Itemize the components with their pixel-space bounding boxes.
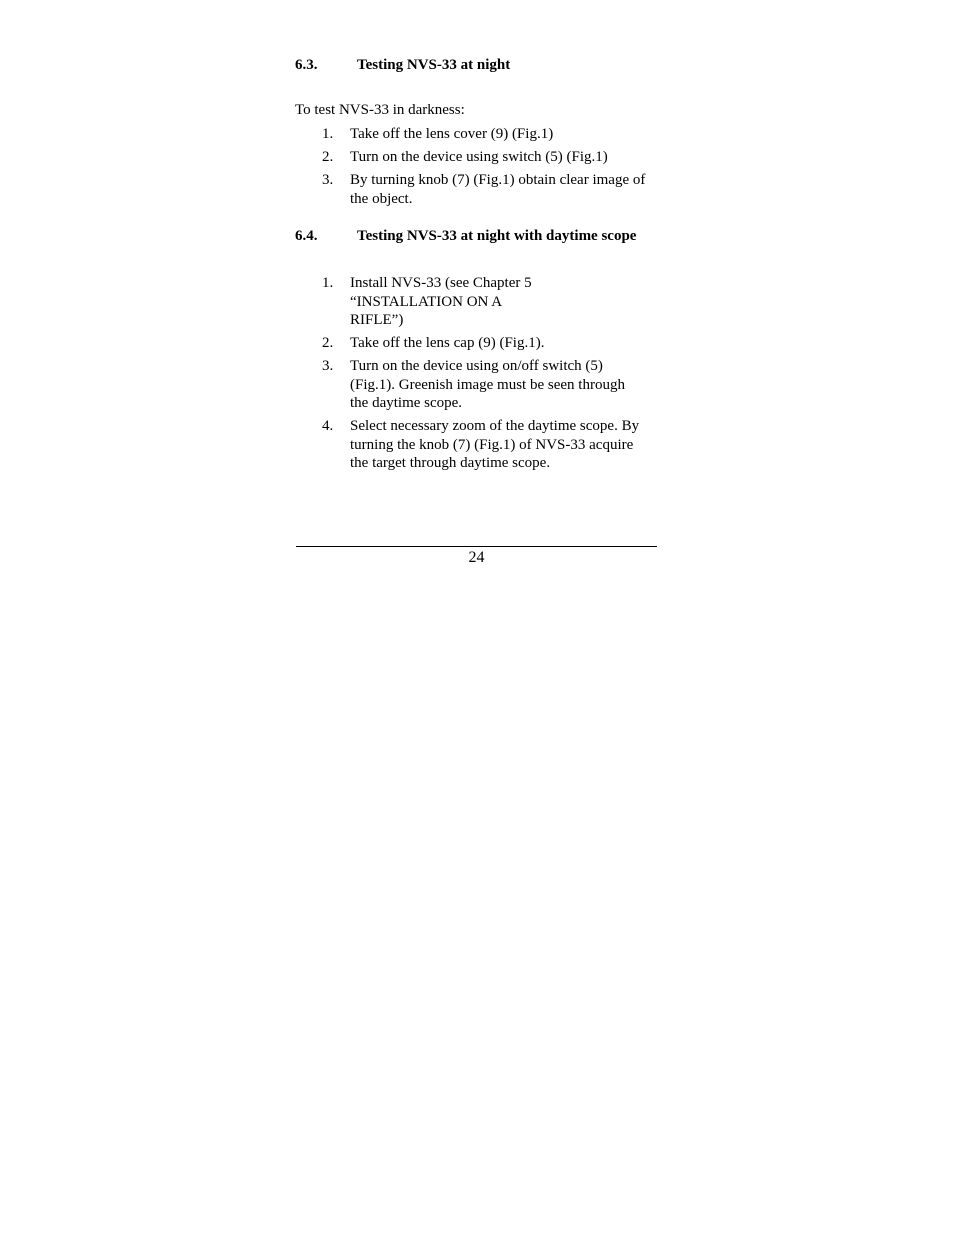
section-6-4-steps [322,274,667,477]
section-title: Testing NVS-33 at night with daytime scope [357,228,637,244]
page-number: 24 [468,549,485,566]
list-item-text: By turning knob (7) (Fig.1) obtain clear image of the object. [350,172,646,207]
section-title: Testing NVS-33 at night [357,57,511,73]
section-6-4-heading [295,227,636,245]
list-item-text: Turn on the device using switch (5) (Fig.1) [350,149,608,165]
list-marker: 2. [322,335,334,351]
list-marker: 4. [322,418,334,434]
list-item [322,148,667,167]
section-number: 6.4. [295,228,318,244]
list-marker: 1. [322,275,334,291]
footer-rule [296,546,657,547]
list-marker: 1. [322,126,334,142]
list-item [322,274,667,330]
list-item [322,171,667,208]
section-6-3-heading [295,56,510,74]
list-item [322,417,667,473]
list-item-text: Install NVS-33 (see Chapter 5 “INSTALLATION ON A RIFLE”) [350,275,532,328]
list-item-text: Take off the lens cap (9) (Fig.1). [350,335,545,351]
section-6-3-steps [322,125,667,213]
list-item-text: Turn on the device using on/off switch (5) (Fig.1). Greenish image must be seen through the daytime scope. [350,358,625,411]
section-number: 6.3. [295,57,318,73]
list-item-text: Select necessary zoom of the daytime scope. By turning the knob (7) (Fig.1) of NVS-33 acquire the target through daytime scope. [350,418,640,471]
list-marker: 3. [322,358,334,374]
section-6-3-intro: To test NVS-33 in darkness: [295,102,465,118]
list-item-text: Take off the lens cover (9) (Fig.1) [350,126,554,142]
list-marker: 2. [322,149,334,165]
list-item [322,334,667,353]
list-item [322,125,667,144]
list-item [322,357,667,413]
list-marker: 3. [322,172,334,188]
